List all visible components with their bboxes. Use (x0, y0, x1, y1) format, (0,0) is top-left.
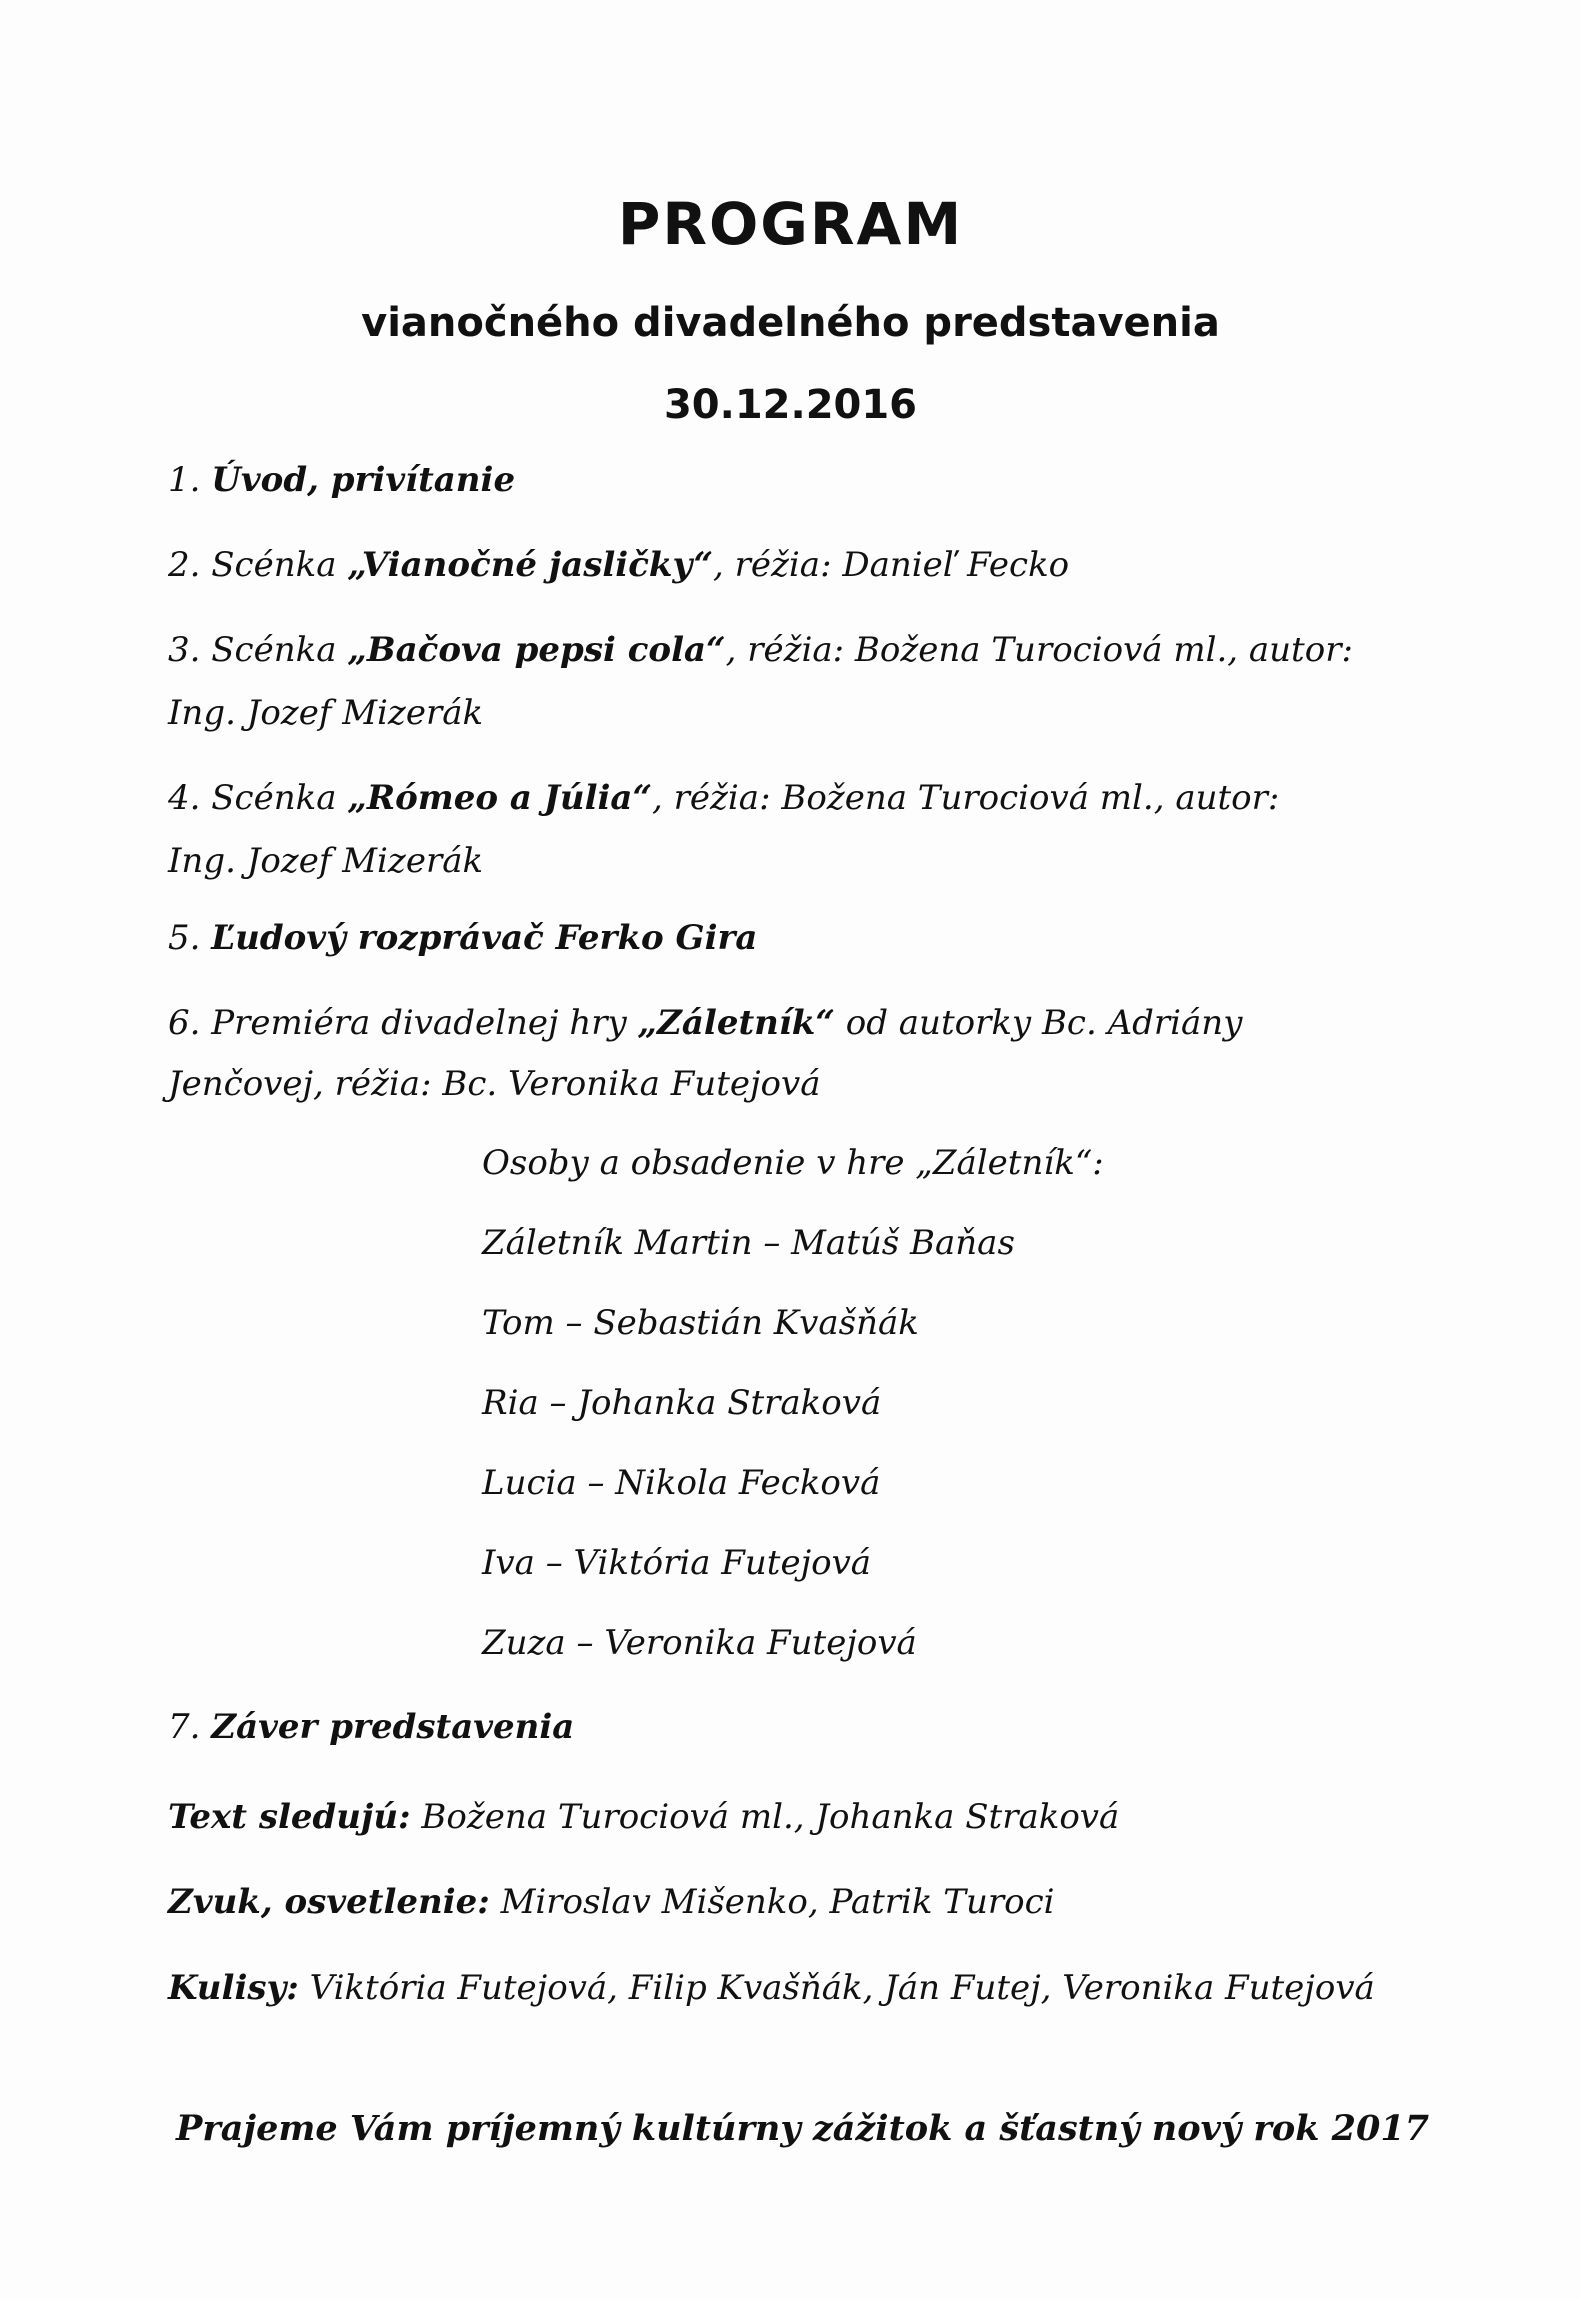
credit-value: Božena Turociová ml., Johanka Straková (410, 1797, 1120, 1837)
program-item-7 (168, 1707, 1468, 1747)
credit-text (168, 1797, 1468, 1837)
item-details: od autorky Bc. Adriány (834, 1003, 1243, 1043)
program-item-4 (168, 778, 1468, 818)
credit-label: Text sledujú: (168, 1797, 411, 1837)
program-item-3-continuation: Ing. Jozef Mizerák (168, 693, 484, 733)
cast-heading: Osoby a obsadenie v hre „Záletník“: (482, 1143, 1104, 1183)
event-date: 30.12.2016 (663, 382, 918, 428)
cast-member: Zuza – Veronika Futejová (482, 1623, 917, 1663)
credit-value: Miroslav Mišenko, Patrik Turoci (489, 1882, 1055, 1922)
credit-value: Viktória Futejová, Filip Kvašňák, Ján Futej, Veronika Futejová (298, 1968, 1375, 2008)
item-number: 7. (168, 1707, 201, 1747)
cast-member: Tom – Sebastián Kvašňák (482, 1303, 919, 1343)
item-title: „Bačova pepsi cola“ (347, 630, 726, 670)
cast-member: Iva – Viktória Futejová (482, 1543, 872, 1583)
program-item-6 (168, 1003, 1468, 1043)
program-item-6-continuation: Jenčovej, réžia: Bc. Veronika Futejová (168, 1064, 821, 1104)
closing-wish: Prajeme Vám príjemný kultúrny zážitok a šťastný nový rok 2017 (176, 2108, 1430, 2149)
item-prefix: Premiéra divadelnej hry (211, 1003, 638, 1043)
cast-member: Lucia – Nikola Fecková (482, 1463, 881, 1503)
program-item-3 (168, 630, 1468, 670)
program-item-4-continuation: Ing. Jozef Mizerák (168, 841, 484, 881)
item-details: , réžia: Božena Turociová ml., autor: (725, 630, 1353, 670)
credit-sound-light (168, 1882, 1468, 1922)
item-title: „Vianočné jasličky“ (347, 545, 714, 585)
item-title: „Záletník“ (637, 1003, 835, 1043)
item-title: „Rómeo a Júlia“ (347, 778, 653, 818)
item-prefix: Scénka (211, 630, 348, 670)
item-details: , réžia: Božena Turociová ml., autor: (652, 778, 1280, 818)
program-item-2 (168, 545, 1468, 585)
item-number: 1. (168, 460, 201, 500)
item-title: Záver predstavenia (211, 1707, 575, 1747)
program-item-5 (168, 918, 1468, 958)
item-prefix: Scénka (211, 778, 348, 818)
page-title: PROGRAM (617, 190, 964, 258)
item-number: 2. (168, 545, 201, 585)
item-title: Ľudový rozprávač Ferko Gira (211, 918, 758, 958)
cast-member: Záletník Martin – Matúš Baňas (482, 1223, 1015, 1263)
credit-label: Zvuk, osvetlenie: (168, 1882, 490, 1922)
item-number: 6. (168, 1003, 201, 1043)
program-item-1 (168, 460, 1468, 500)
item-prefix: Scénka (211, 545, 348, 585)
credit-scenery (168, 1968, 1468, 2008)
cast-member: Ria – Johanka Straková (482, 1383, 882, 1423)
item-number: 5. (168, 918, 201, 958)
credit-label: Kulisy: (168, 1968, 299, 2008)
item-number: 4. (168, 778, 201, 818)
item-number: 3. (168, 630, 201, 670)
item-details: , réžia: Danieľ Fecko (713, 545, 1070, 585)
page-subtitle: vianočného divadelného predstavenia (361, 300, 1220, 346)
item-title: Úvod, privítanie (211, 460, 516, 500)
